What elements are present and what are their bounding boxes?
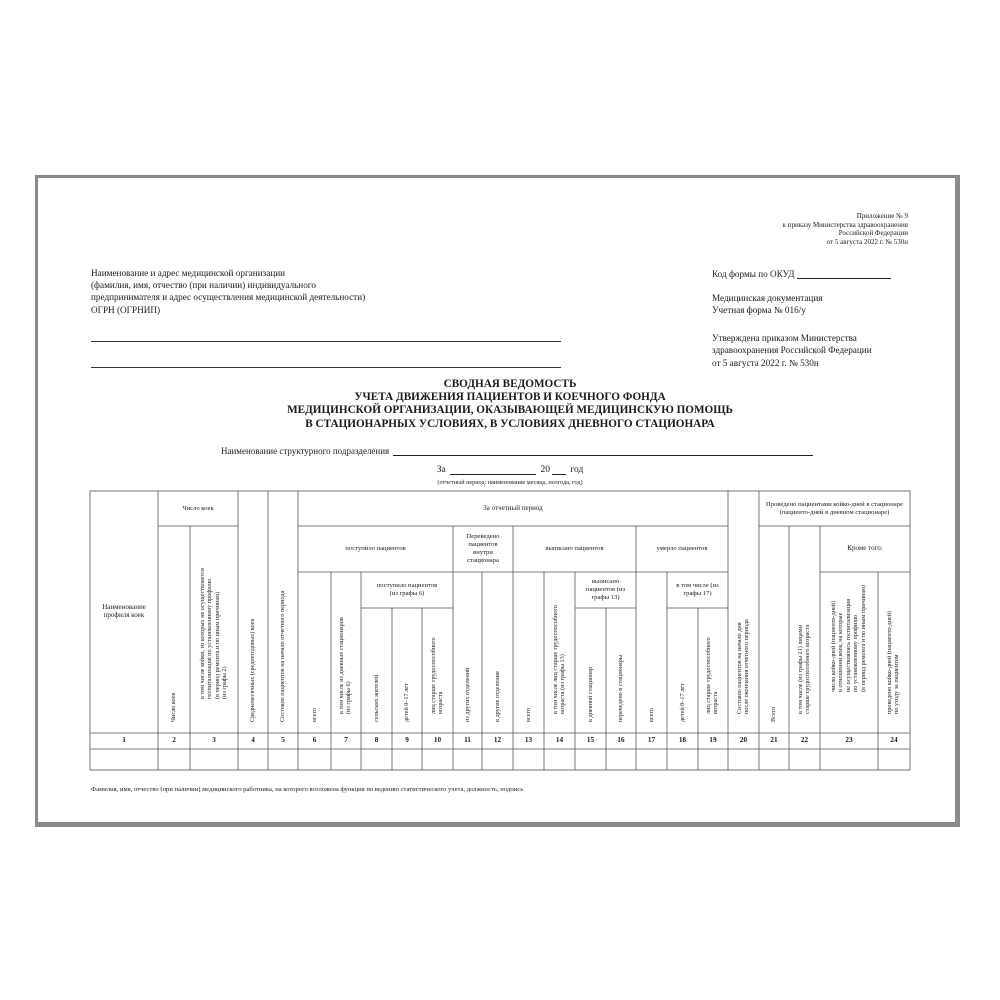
header-to-hospital <box>606 608 636 733</box>
period-prefix: За <box>436 465 446 475</box>
okud-label: Код формы по ОКУД <box>712 269 795 279</box>
column-number: 17 <box>647 736 656 744</box>
header-text: после окончания отчетного периода <box>742 619 750 715</box>
header-admitted-group: поступило пациентов <box>345 545 406 553</box>
column-number: 15 <box>586 736 595 744</box>
header-text: сельских жителей <box>372 674 380 722</box>
column-number: 21 <box>770 736 778 744</box>
meddoc-line: Медицинская документация <box>712 293 823 303</box>
header-admitted-total <box>298 572 331 733</box>
header-text: Всего <box>770 706 777 722</box>
header-text: в том числе (из графы 21) лицами <box>796 625 804 715</box>
column-number: 19 <box>709 736 717 744</box>
header-bed-days-total <box>759 526 789 733</box>
header-text: Состояло пациентов на начало дня <box>735 622 743 715</box>
header-avg-beds <box>238 491 268 733</box>
header-bed-days-group: Проведено пациентами койко-дней в стационаре (пациенто-дней в дневном стационаре) <box>766 500 903 516</box>
title-line: В СТАЦИОНАРНЫХ УСЛОВИЯХ, В УСЛОВИЯХ ДНЕВНОГО СТАЦИОНАРА <box>305 417 715 430</box>
header-text: возраста <box>436 691 444 715</box>
header-beds-group: Число коек <box>182 504 214 512</box>
meddoc-line: Учетная форма № 016/у <box>712 305 806 316</box>
approval-line: Утверждена приказом Министерства <box>712 333 857 343</box>
organization-line: Наименование и адрес медицинской организации <box>91 268 286 278</box>
period-field <box>300 465 720 475</box>
header-text: (из графы 2) <box>221 666 229 700</box>
column-number: 18 <box>678 736 687 744</box>
header-text: проведено койко-дней (пациенто-дней) <box>886 611 893 715</box>
year-prefix: 20 <box>540 465 550 475</box>
header-text: (в период ремонта и по иным причинам) <box>213 592 221 700</box>
header-text: в дневной стационар <box>586 666 594 722</box>
header-text: (из графы 6) <box>345 681 353 715</box>
header-start-patients <box>268 491 298 733</box>
data-row-empty[interactable] <box>90 749 910 770</box>
header-died-children <box>667 608 698 733</box>
header-text: Среднемесячных (среднегодовых) коек <box>249 618 256 722</box>
column-number: 24 <box>890 736 898 744</box>
header-text: Число коек <box>170 692 177 722</box>
approval-line: здравоохранения Российской Федерации <box>712 345 872 356</box>
header-admitted-sub: поступило пациентов (из графы 6) <box>376 582 438 597</box>
header-text: всего <box>647 707 655 722</box>
header-besides-care <box>878 572 910 733</box>
header-from-other <box>453 572 482 733</box>
column-number: 16 <box>617 736 625 744</box>
header-discharged-elderly <box>544 572 575 733</box>
column-number: 5 <box>281 736 285 744</box>
year-suffix: год <box>570 465 584 475</box>
header-transferred-group: Переведено пациентов внутри стационара <box>466 533 500 564</box>
header-text: в том числе лиц старше трудоспособного <box>551 605 559 715</box>
header-text: возраста <box>712 691 720 715</box>
header-besides-group: Кроме того: <box>847 544 883 553</box>
header-text: не осуществлялась госпитализация <box>844 598 852 692</box>
year-fill-line[interactable] <box>552 465 566 475</box>
header-text: возраста (из графы 13) <box>558 654 566 715</box>
header-text: лиц старше трудоспособного <box>705 637 712 715</box>
header-died-sub: в том числе (из графы 17) <box>676 582 719 597</box>
okud-fill-line[interactable] <box>797 269 891 279</box>
header-text: детей 0–17 лет <box>403 682 410 722</box>
organization-fill-line[interactable] <box>91 341 561 342</box>
period-fill-line[interactable] <box>450 465 536 475</box>
organization-line: (фамилия, имя, отчество (при наличии) индивидуального <box>91 280 316 291</box>
subdivision-label: Наименование структурного подразделения <box>221 446 390 456</box>
header-discharged-group: выписано пациентов <box>545 545 604 553</box>
header-text: всего <box>310 707 318 722</box>
appendix-line: Российской Федерации <box>838 229 908 238</box>
header-beds-count <box>158 526 190 733</box>
organization-fill-line[interactable] <box>91 367 561 368</box>
organization-line: предпринимателя и адрес осуществления медицинской деятельности) <box>91 292 366 303</box>
header-text: переведено в стационары <box>617 654 624 722</box>
header-discharged-sub: выписано пациентов (из графы 13) <box>585 578 626 601</box>
column-number: 12 <box>493 736 502 744</box>
header-text: в другие отделения <box>493 670 501 722</box>
column-number: 1 <box>122 736 126 744</box>
approval-line: от 5 августа 2022 г. № 530н <box>712 357 819 368</box>
header-text: детей 0–17 лет <box>678 682 686 722</box>
appendix-line: Приложение № 9 <box>856 212 908 220</box>
header-period-group: За отчетный период <box>483 503 543 512</box>
column-number: 22 <box>800 736 809 744</box>
header-discharged-total <box>513 572 544 733</box>
appendix-note <box>700 212 908 246</box>
column-number: 11 <box>464 736 471 744</box>
footer-signature-label: Фамилия, имя, отчество (при наличии) медицинского работника, на которого возложена функция по ведению статистического учета, должность, подпись <box>91 786 524 793</box>
column-number: 2 <box>172 736 176 744</box>
header-died-elderly <box>698 608 728 733</box>
organization-line: ОГРН (ОГРНИП) <box>91 304 161 315</box>
appendix-line: от 5 августа 2022 г. № 530н <box>826 237 908 246</box>
header-text: в том числе из дневных стационаров <box>338 617 345 715</box>
column-number: 9 <box>405 736 409 744</box>
header-beds-closed <box>190 526 238 733</box>
column-number: 6 <box>312 736 317 744</box>
header-elderly <box>422 608 453 733</box>
column-number: 4 <box>251 736 255 744</box>
organization-label <box>91 267 365 316</box>
header-to-other <box>482 572 513 733</box>
period-hint: (отчетный период: наименование месяца, полгода, год) <box>437 479 583 486</box>
document-title <box>200 378 820 431</box>
appendix-line: к приказу Министерства здравоохранения <box>782 220 908 229</box>
column-number: 10 <box>433 736 442 744</box>
okud-code <box>712 269 891 279</box>
column-number: 20 <box>739 736 748 744</box>
title-line: УЧЕТА ДВИЖЕНИЯ ПАЦИЕНТОВ И КОЕЧНОГО ФОНДА <box>354 391 666 404</box>
header-rural <box>361 608 392 733</box>
header-text: госпитализация по установленному профилю <box>206 579 214 700</box>
column-number: 23 <box>845 736 853 744</box>
header-text: в отношении коек, на которые <box>837 612 845 692</box>
header-died-group: умерло пациентов <box>656 545 708 553</box>
subdivision-fill-line[interactable] <box>393 446 813 456</box>
header-end-patients <box>728 491 759 733</box>
header-admitted-day <box>331 572 361 733</box>
header-text: Состояло пациентов на начало отчетного периода <box>279 590 286 722</box>
column-number: 13 <box>524 736 533 744</box>
header-text: по установленному профилю <box>852 614 860 692</box>
header-children <box>392 608 422 733</box>
header-profile: Наименование профиля коек <box>102 603 146 619</box>
column-number: 3 <box>212 736 216 744</box>
header-text: из других отделений <box>463 667 471 722</box>
column-number: 8 <box>374 736 379 744</box>
header-died-total <box>636 572 667 733</box>
header-text: всего <box>524 707 532 722</box>
header-to-day <box>575 608 606 733</box>
header-text: в том числе койки, из которых не осуществляется <box>199 568 206 700</box>
approval-note <box>712 332 872 369</box>
title-line: СВОДНАЯ ВЕДОМОСТЬ <box>443 378 577 390</box>
subdivision-field <box>221 446 813 456</box>
header-text: старше трудоспособного возраста <box>803 624 811 715</box>
header-text: число койко-дней (пациенто-дней) <box>830 600 837 692</box>
title-line: МЕДИЦИНСКОЙ ОРГАНИЗАЦИИ, ОКАЗЫВАЮЩЕЙ МЕДИЦИНСКУЮ ПОМОЩЬ <box>287 404 733 417</box>
header-text: (в период ремонта и по иным причинам) <box>859 584 867 692</box>
medical-documentation <box>712 292 823 317</box>
column-number: 7 <box>344 736 348 744</box>
header-text: лиц старше трудоспособного <box>429 637 437 715</box>
header-text: по уходу за пациентом <box>893 654 901 715</box>
column-number: 14 <box>555 736 564 744</box>
header-besides-closed <box>820 572 878 733</box>
header-bed-days-elderly <box>789 526 820 733</box>
